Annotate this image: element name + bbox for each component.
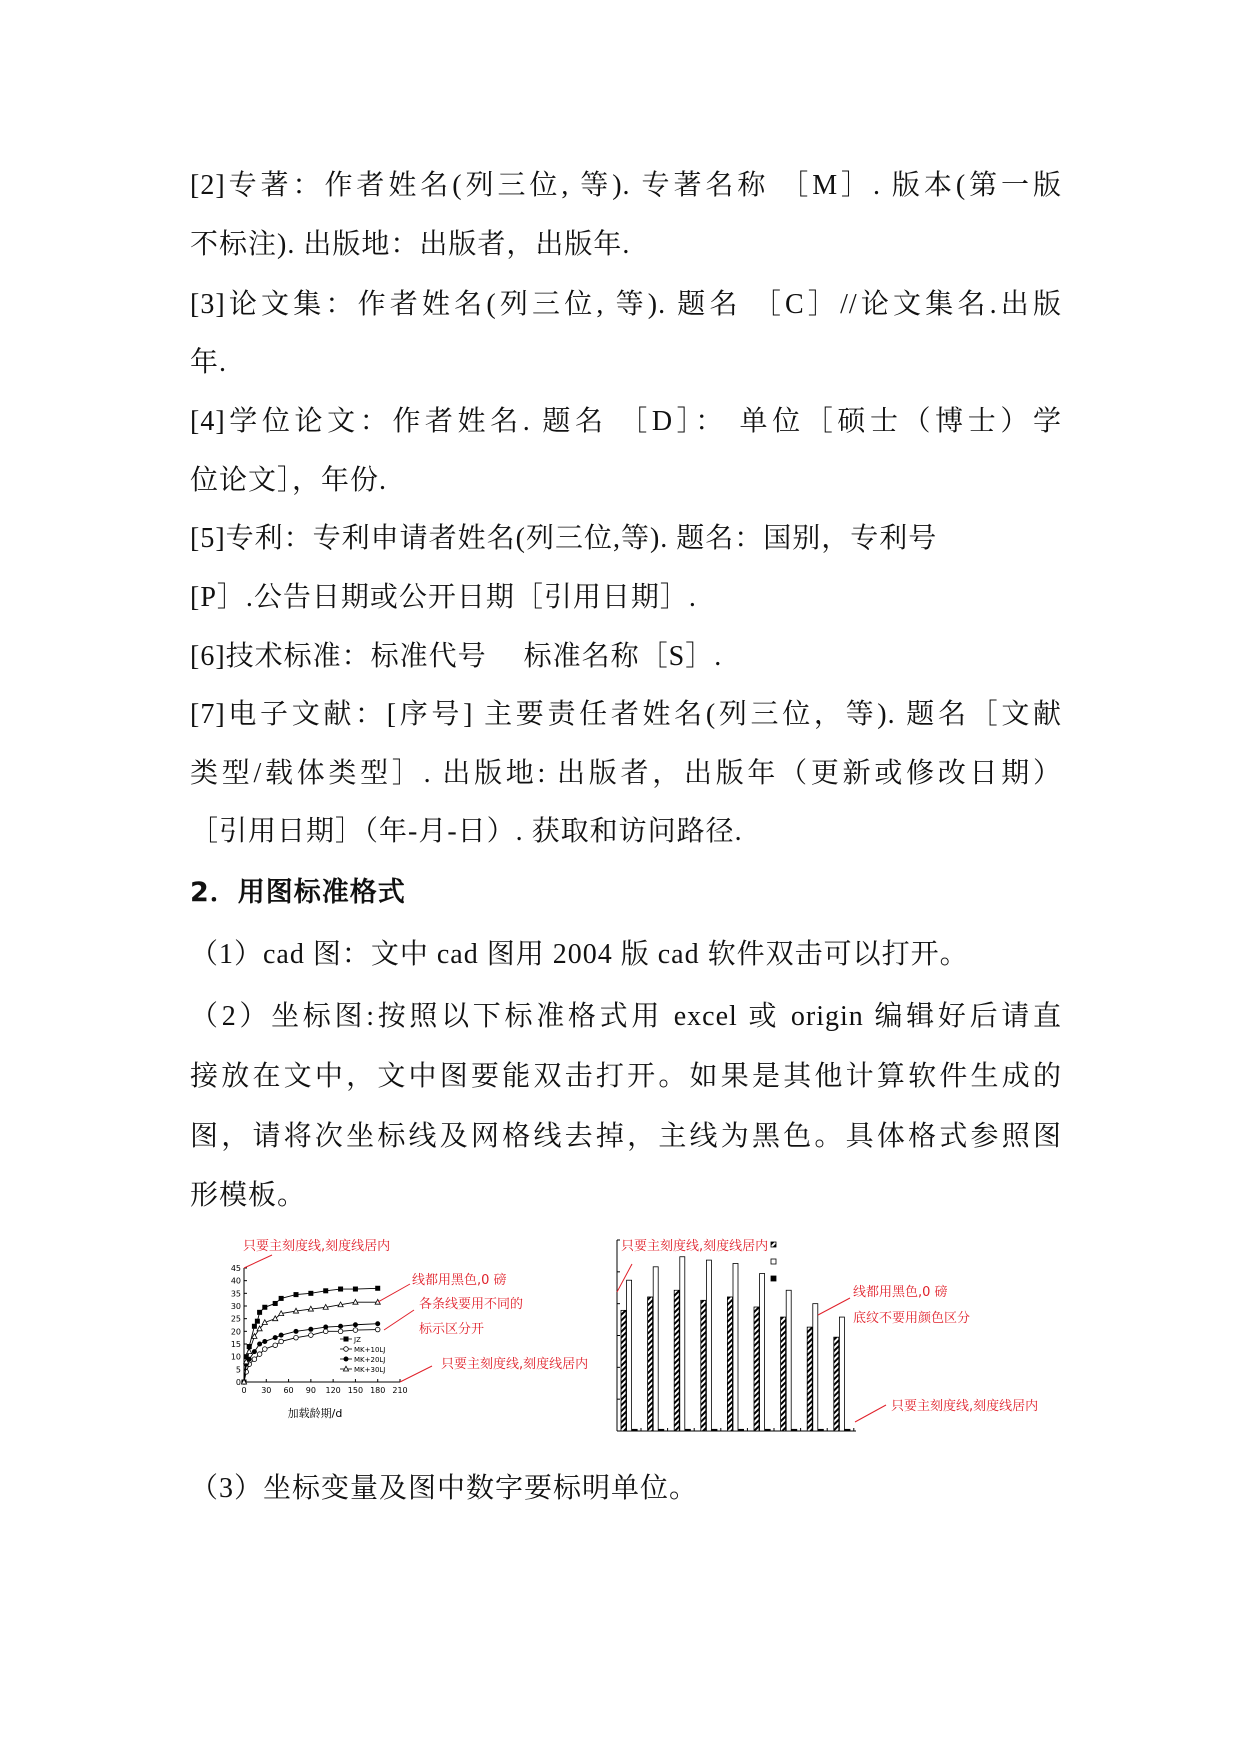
- marker-filled-circle: [344, 1357, 349, 1362]
- y-tick-label: 15: [230, 1340, 241, 1349]
- y-tick-label: 35: [230, 1289, 241, 1299]
- marker-filled-circle: [279, 1333, 284, 1338]
- marker-filled-circle: [262, 1339, 267, 1344]
- figure-rule-coordinate-cont: 接放在文中，文中图要能双击打开。如果是其他计算软件生成的: [190, 1061, 1062, 1092]
- bar-chart: [617, 1240, 856, 1431]
- annotation-markers: 各条线要用不同的: [419, 1297, 524, 1312]
- x-tick-label: 90: [305, 1386, 316, 1395]
- bar-open: [786, 1290, 791, 1431]
- bar-annotation-black-lines: 线都用黑色,0 磅: [853, 1285, 948, 1300]
- bar-hatched: [701, 1300, 706, 1431]
- annotation-major-ticks-bottom: 只要主刻度线,刻度线居内: [441, 1357, 589, 1372]
- marker-square: [294, 1292, 299, 1297]
- reference-format-electronic: [7]电子文献：[序号] 主要责任者姓名(列三位，等). 题名［文献: [190, 699, 1062, 730]
- bar-hatched: [781, 1317, 786, 1431]
- leader-line: [244, 1255, 272, 1268]
- reference-format-electronic-cont2: ［引用日期］（年-月-日）. 获取和访问路径.: [190, 816, 743, 847]
- marker-filled-circle: [308, 1327, 313, 1332]
- bar-hatched: [674, 1290, 679, 1431]
- x-tick-label: 150: [347, 1386, 364, 1395]
- marker-square: [257, 1310, 262, 1315]
- bar-hatched: [807, 1327, 812, 1431]
- bar-solid: [792, 1429, 797, 1431]
- marker-open-circle: [273, 1343, 278, 1348]
- legend-label: MK+30LJ: [354, 1366, 386, 1374]
- marker-filled-circle: [252, 1349, 257, 1354]
- reference-format-standard: [6]技术标准：标准代号 标准名称［S］.: [190, 641, 723, 672]
- marker-open-circle: [294, 1335, 299, 1340]
- leader-line: [400, 1366, 432, 1382]
- reference-format-patent-cont: [P］.公告日期或公开日期［引用日期］.: [190, 582, 697, 613]
- leader-line: [818, 1298, 850, 1315]
- marker-square: [255, 1319, 260, 1324]
- reference-format-monograph-cont: 不标注). 出版地：出版者，出版年.: [190, 229, 631, 260]
- legend-label: MK+20LJ: [354, 1356, 386, 1364]
- bar-annotation-major-ticks-top: 只要主刻度线,刻度线居内: [621, 1239, 769, 1254]
- reference-format-proceedings-cont: 年.: [190, 347, 228, 378]
- line-chart: [231, 1264, 408, 1420]
- bar-open: [706, 1260, 711, 1431]
- x-tick-label: 120: [325, 1386, 341, 1395]
- bar-hatched: [648, 1297, 653, 1431]
- y-tick-label: 10: [230, 1352, 241, 1362]
- y-tick-label: 0: [235, 1378, 241, 1387]
- bar-open: [733, 1263, 738, 1431]
- marker-open-circle: [338, 1329, 343, 1334]
- y-tick-label: 45: [230, 1264, 241, 1273]
- bar-solid: [632, 1429, 637, 1431]
- y-tick-label: 5: [235, 1365, 241, 1375]
- marker-square: [353, 1287, 358, 1292]
- marker-square: [344, 1337, 349, 1342]
- bar-hatched: [727, 1297, 732, 1431]
- bar-solid: [739, 1429, 744, 1431]
- y-tick-label: 40: [230, 1276, 241, 1286]
- figure-rule-coordinate-cont3: 形模板。: [190, 1180, 307, 1211]
- bar-solid: [712, 1429, 717, 1431]
- annotation-markers-cont: 标示区分开: [419, 1322, 485, 1337]
- reference-format-thesis: [4]学位论文：作者姓名. 题名 ［D］： 单位［硕士（博士）学: [190, 406, 1062, 437]
- x-tick-label: 30: [261, 1386, 272, 1395]
- bar-solid: [845, 1429, 850, 1431]
- x-tick-label: 0: [241, 1386, 247, 1395]
- marker-square: [308, 1291, 313, 1296]
- leader-line: [855, 1405, 886, 1422]
- reference-format-proceedings: [3]论文集：作者姓名(列三位, 等). 题名 ［C］//论文集名.出版: [190, 289, 1062, 320]
- bar-open: [653, 1267, 658, 1431]
- annotation-major-ticks-top: 只要主刻度线,刻度线居内: [243, 1239, 391, 1254]
- marker-filled-circle: [375, 1321, 380, 1326]
- legend-swatch-solid: [771, 1276, 776, 1281]
- figure-rule-coordinate: （2）坐标图:按照以下标准格式用 excel 或 origin 编辑好后请直: [190, 1001, 1062, 1032]
- bar-hatched: [621, 1310, 626, 1431]
- marker-filled-circle: [257, 1342, 262, 1347]
- marker-open-circle: [375, 1327, 380, 1332]
- x-tick-label: 180: [370, 1386, 386, 1395]
- bar-annotation-patterns: 底纹不要用颜色区分: [853, 1311, 971, 1326]
- marker-filled-circle: [323, 1325, 328, 1330]
- marker-filled-circle: [273, 1335, 278, 1340]
- bar-open: [680, 1257, 685, 1431]
- marker-square: [279, 1296, 284, 1301]
- figure-rule-units: （3）坐标变量及图中数字要标明单位。: [190, 1473, 699, 1504]
- marker-open-circle: [252, 1357, 257, 1362]
- marker-square: [323, 1288, 328, 1293]
- marker-filled-circle: [294, 1329, 299, 1334]
- bar-solid: [659, 1429, 664, 1431]
- marker-open-circle: [263, 1347, 268, 1352]
- marker-filled-circle: [353, 1322, 358, 1327]
- bar-hatched: [834, 1337, 839, 1431]
- marker-open-circle: [279, 1339, 284, 1344]
- bar-solid: [685, 1429, 690, 1431]
- marker-square: [338, 1287, 343, 1292]
- legend-label: MK+10LJ: [354, 1346, 386, 1354]
- marker-open-circle: [309, 1333, 314, 1338]
- leader-line: [378, 1284, 410, 1302]
- annotation-black-lines: 线都用黑色,0 磅: [412, 1273, 507, 1288]
- marker-square: [375, 1286, 380, 1291]
- bar-solid: [765, 1429, 770, 1431]
- bar-open: [760, 1274, 765, 1431]
- bar-solid: [818, 1429, 823, 1431]
- marker-open-circle: [344, 1347, 349, 1352]
- reference-format-thesis-cont: 位论文］，年份.: [190, 465, 388, 496]
- x-axis-label: 加载龄期/d: [287, 1407, 343, 1420]
- legend-label: JZ: [354, 1336, 361, 1344]
- x-tick-label: 60: [283, 1386, 294, 1395]
- marker-open-circle: [353, 1328, 358, 1333]
- legend-swatch-hatched: [771, 1242, 776, 1247]
- marker-open-circle: [257, 1352, 262, 1357]
- x-tick-label: 210: [392, 1386, 408, 1395]
- bar-hatched: [754, 1307, 759, 1431]
- legend-swatch-open: [771, 1259, 776, 1264]
- y-tick-label: 25: [230, 1314, 241, 1324]
- marker-square: [252, 1324, 257, 1329]
- y-tick-label: 30: [230, 1302, 241, 1311]
- bar-open: [813, 1304, 818, 1431]
- bar-open: [627, 1280, 632, 1431]
- marker-filled-circle: [338, 1324, 343, 1329]
- figure-rule-cad: （1）cad 图：文中 cad 图用 2004 版 cad 软件双击可以打开。: [190, 939, 969, 970]
- marker-square: [262, 1305, 267, 1310]
- figure-rule-coordinate-cont2: 图，请将次坐标线及网格线去掉，主线为黑色。具体格式参照图: [190, 1121, 1062, 1152]
- y-tick-label: 20: [230, 1327, 241, 1337]
- marker-square: [273, 1301, 278, 1306]
- leader-line: [384, 1310, 414, 1330]
- reference-format-electronic-cont: 类型/载体类型］. 出版地: 出版者，出版年（更新或修改日期）: [190, 758, 1062, 789]
- section-heading: 2．用图标准格式: [190, 877, 406, 908]
- reference-format-patent: [5]专利：专利申请者姓名(列三位,等). 题名：国别，专利号: [190, 523, 938, 554]
- bar-open: [839, 1317, 844, 1431]
- bar-annotation-major-ticks-bottom: 只要主刻度线,刻度线居内: [891, 1399, 1039, 1414]
- reference-format-monograph: [2]专著：作者姓名(列三位, 等). 专著名称 ［M］. 版本(第一版: [190, 170, 1062, 201]
- marker-open-circle: [323, 1329, 328, 1334]
